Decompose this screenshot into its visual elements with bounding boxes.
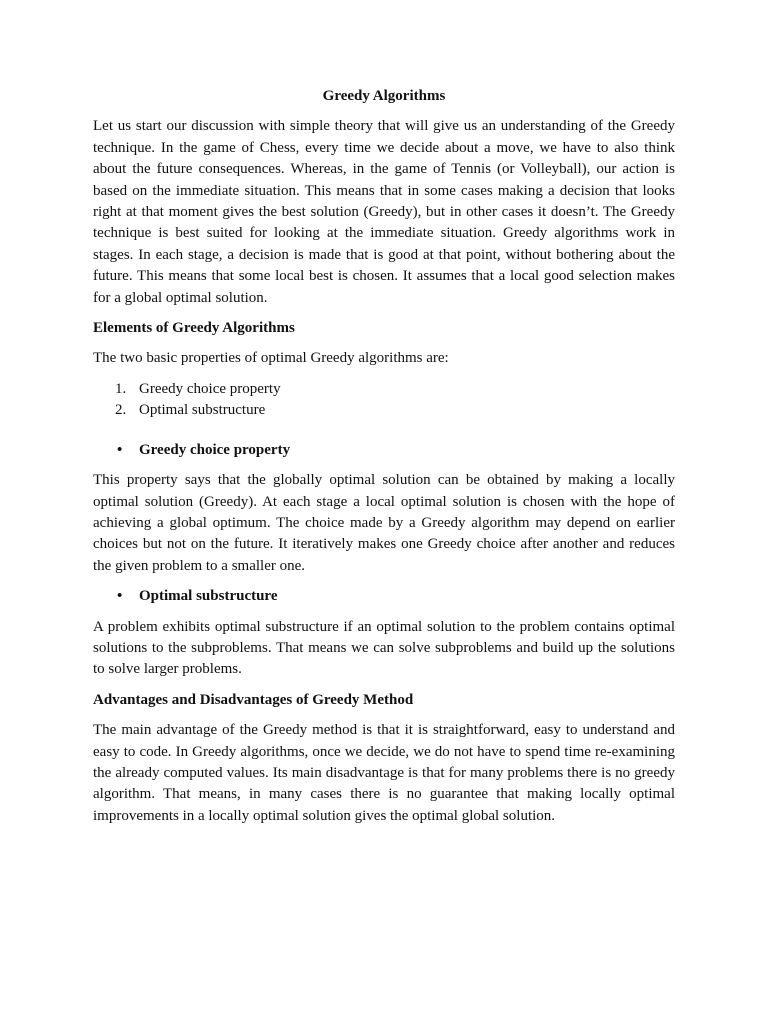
greedy-choice-heading-text: Greedy choice property [139, 441, 291, 458]
list-item-text: Optimal substructure [139, 402, 266, 419]
properties-list [93, 379, 675, 422]
list-item-number: 1. [115, 380, 127, 397]
advantages-paragraph: The main advantage of the Greedy method is that it is straightforward, easy to understand and easy to code. In Greedy algorithms, once we decide, we do not have to spend time re-examining the already computed values. Its main disadvantage is that for many problems there is no greedy algorithm. That means, in many cases there is no guarantee that making locally optimal improvements in a locally optimal solution gives the optimal global solution. [93, 722, 675, 824]
list-item [93, 379, 675, 400]
greedy-choice-heading [93, 440, 675, 461]
optimal-substructure-heading-text: Optimal substructure [139, 588, 278, 605]
page-title: Greedy Algorithms [322, 88, 446, 104]
intro-paragraph: Let us start our discussion with simple theory that will give us an understanding of the Greedy technique. In the game of Chess, every time we decide about a move, we have to also think about the future consequences. Whereas, in the game of Tennis (or Volleyball), our action is based on the immediate situation. This means that in some cases making a decision that looks right at that moment gives the best solution (Greedy), but in other cases it doesn’t. The Greedy technique is best suited for looking at the immediate situation. Greedy algorithms work in stages. In each stage, a decision is made that is good at that point, without bothering about the future. This means that some local best is chosen. It assumes that a local good selection makes for a global optimal solution. [93, 118, 675, 306]
bullet-icon: • [117, 588, 123, 605]
optimal-substructure-heading [93, 586, 675, 607]
list-item [93, 400, 675, 421]
list-item-text: Greedy choice property [139, 380, 281, 397]
document-page [93, 86, 675, 836]
list-item-number: 2. [115, 402, 127, 419]
greedy-choice-paragraph: This property says that the globally optimal solution can be obtained by making a locally optimal solution (Greedy). At each stage a local optimal solution is chosen with the hope of achieving a global optimum. The choice made by a Greedy algorithm may depend on earlier choices but not on the future. It iteratively makes one Greedy choice after another and reduces the given problem to a smaller one. [93, 472, 675, 574]
bullet-icon: • [117, 441, 123, 458]
elements-heading: Elements of Greedy Algorithms [93, 320, 295, 337]
advantages-heading: Advantages and Disadvantages of Greedy Method [93, 691, 414, 708]
optimal-substructure-paragraph: A problem exhibits optimal substructure if an optimal solution to the problem contains optimal solutions to the subproblems. That means we can solve subproblems and build up the solutions to solve larger problems. [93, 618, 675, 678]
elements-intro: The two basic properties of optimal Greedy algorithms are: [93, 350, 449, 367]
